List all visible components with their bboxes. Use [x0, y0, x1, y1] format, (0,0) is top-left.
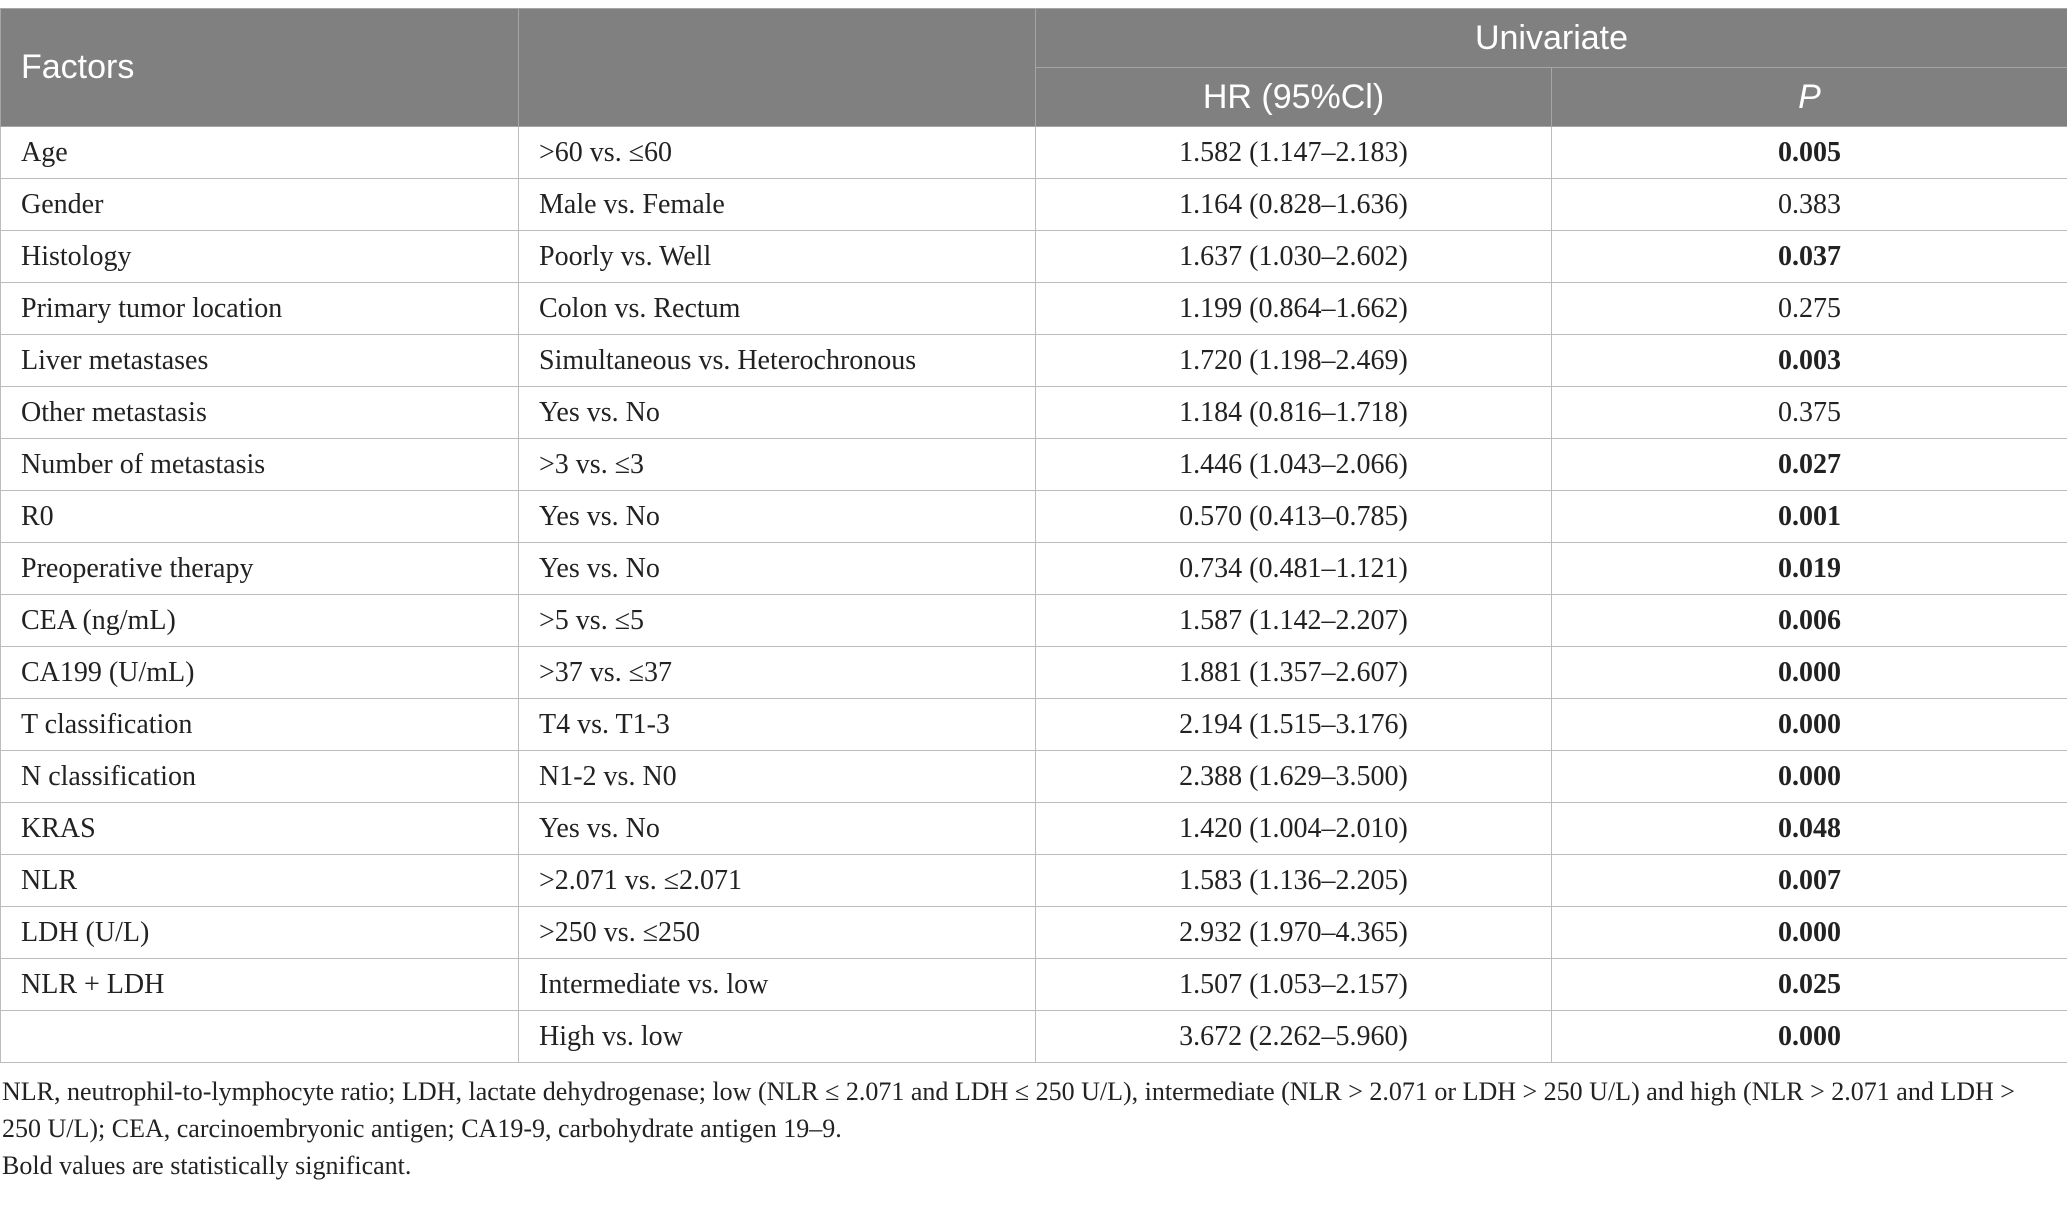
cell-p-value: 0.025: [1552, 959, 2067, 1011]
cell-comparison: Colon vs. Rectum: [519, 283, 1036, 335]
cell-p-value: 0.007: [1552, 855, 2067, 907]
cell-comparison: >5 vs. ≤5: [519, 595, 1036, 647]
cell-factor: Gender: [1, 179, 519, 231]
cell-hr: 2.388 (1.629–3.500): [1036, 751, 1552, 803]
univariate-analysis-table: [0, 8, 2067, 1063]
cell-comparison: Male vs. Female: [519, 179, 1036, 231]
cell-comparison: >250 vs. ≤250: [519, 907, 1036, 959]
cell-hr: 1.507 (1.053–2.157): [1036, 959, 1552, 1011]
table-row: [1, 491, 2067, 543]
cell-hr: 2.194 (1.515–3.176): [1036, 699, 1552, 751]
table-body: [1, 127, 2067, 1063]
cell-hr: 1.164 (0.828–1.636): [1036, 179, 1552, 231]
cell-hr: 1.420 (1.004–2.010): [1036, 803, 1552, 855]
header-hr: HR (95%Cl): [1036, 68, 1552, 127]
cell-comparison: Yes vs. No: [519, 387, 1036, 439]
table-row: [1, 751, 2067, 803]
cell-hr: 1.881 (1.357–2.607): [1036, 647, 1552, 699]
cell-hr: 1.637 (1.030–2.602): [1036, 231, 1552, 283]
cell-comparison: High vs. low: [519, 1011, 1036, 1063]
table-row: [1, 1011, 2067, 1063]
cell-hr: 1.446 (1.043–2.066): [1036, 439, 1552, 491]
table-row: [1, 699, 2067, 751]
cell-factor: NLR: [1, 855, 519, 907]
cell-hr: 1.184 (0.816–1.718): [1036, 387, 1552, 439]
cell-p-value: 0.003: [1552, 335, 2067, 387]
cell-p-value: 0.000: [1552, 751, 2067, 803]
table-row: [1, 803, 2067, 855]
cell-hr: 0.734 (0.481–1.121): [1036, 543, 1552, 595]
cell-comparison: Yes vs. No: [519, 543, 1036, 595]
cell-comparison: >37 vs. ≤37: [519, 647, 1036, 699]
cell-hr: 3.672 (2.262–5.960): [1036, 1011, 1552, 1063]
cell-comparison: Yes vs. No: [519, 491, 1036, 543]
cell-p-value: 0.027: [1552, 439, 2067, 491]
table-row: [1, 543, 2067, 595]
table-header: [1, 9, 2067, 127]
cell-factor: NLR + LDH: [1, 959, 519, 1011]
table-row: [1, 959, 2067, 1011]
cell-p-value: 0.037: [1552, 231, 2067, 283]
cell-factor: Age: [1, 127, 519, 179]
cell-comparison: Yes vs. No: [519, 803, 1036, 855]
cell-hr: 1.583 (1.136–2.205): [1036, 855, 1552, 907]
table-row: [1, 439, 2067, 491]
table-row: [1, 231, 2067, 283]
header-factors: Factors: [1, 9, 519, 127]
cell-p-value: 0.019: [1552, 543, 2067, 595]
cell-p-value: 0.000: [1552, 647, 2067, 699]
cell-hr: 1.720 (1.198–2.469): [1036, 335, 1552, 387]
cell-hr: 0.570 (0.413–0.785): [1036, 491, 1552, 543]
cell-p-value: 0.383: [1552, 179, 2067, 231]
header-univariate: Univariate: [1036, 9, 2067, 68]
table-row: [1, 855, 2067, 907]
cell-factor: R0: [1, 491, 519, 543]
cell-p-value: 0.005: [1552, 127, 2067, 179]
table-row: [1, 335, 2067, 387]
cell-comparison: >2.071 vs. ≤2.071: [519, 855, 1036, 907]
cell-factor: CA199 (U/mL): [1, 647, 519, 699]
cell-p-value: 0.006: [1552, 595, 2067, 647]
cell-comparison: >3 vs. ≤3: [519, 439, 1036, 491]
results-table-container: [0, 8, 2067, 1184]
cell-hr: 1.199 (0.864–1.662): [1036, 283, 1552, 335]
cell-factor: Primary tumor location: [1, 283, 519, 335]
footnote-abbreviations: NLR, neutrophil-to-lymphocyte ratio; LDH, lactate dehydrogenase; low (NLR ≤ 2.071 and LDH ≤ 250 U/L), intermediate (NLR > 2.071 or LDH > 250 U/L) and high (NLR > 2.071 and LDH > 250 U/L); CEA, carcinoembryonic antigen; CA19-9, carbohydrate antigen 19–9.: [2, 1077, 2015, 1143]
cell-comparison: N1-2 vs. N0: [519, 751, 1036, 803]
cell-factor: CEA (ng/mL): [1, 595, 519, 647]
cell-factor: Other metastasis: [1, 387, 519, 439]
cell-hr: 1.582 (1.147–2.183): [1036, 127, 1552, 179]
cell-p-value: 0.000: [1552, 907, 2067, 959]
cell-factor: N classification: [1, 751, 519, 803]
cell-comparison: Poorly vs. Well: [519, 231, 1036, 283]
cell-factor: [1, 1011, 519, 1063]
header-comparison: [519, 9, 1036, 127]
cell-p-value: 0.001: [1552, 491, 2067, 543]
cell-p-value: 0.375: [1552, 387, 2067, 439]
cell-p-value: 0.000: [1552, 1011, 2067, 1063]
cell-p-value: 0.000: [1552, 699, 2067, 751]
cell-factor: KRAS: [1, 803, 519, 855]
table-row: [1, 127, 2067, 179]
cell-comparison: Simultaneous vs. Heterochronous: [519, 335, 1036, 387]
table-footnotes: [0, 1063, 2042, 1184]
table-row: [1, 283, 2067, 335]
cell-comparison: T4 vs. T1-3: [519, 699, 1036, 751]
header-p: P: [1552, 68, 2067, 127]
footnote-bold-note: Bold values are statistically significant.: [2, 1151, 412, 1180]
cell-factor: T classification: [1, 699, 519, 751]
cell-comparison: >60 vs. ≤60: [519, 127, 1036, 179]
cell-factor: LDH (U/L): [1, 907, 519, 959]
cell-p-value: 0.048: [1552, 803, 2067, 855]
table-row: [1, 647, 2067, 699]
cell-factor: Number of metastasis: [1, 439, 519, 491]
table-row: [1, 595, 2067, 647]
cell-p-value: 0.275: [1552, 283, 2067, 335]
cell-comparison: Intermediate vs. low: [519, 959, 1036, 1011]
cell-factor: Histology: [1, 231, 519, 283]
cell-factor: Preoperative therapy: [1, 543, 519, 595]
cell-hr: 1.587 (1.142–2.207): [1036, 595, 1552, 647]
cell-hr: 2.932 (1.970–4.365): [1036, 907, 1552, 959]
table-row: [1, 387, 2067, 439]
cell-factor: Liver metastases: [1, 335, 519, 387]
table-row: [1, 179, 2067, 231]
table-row: [1, 907, 2067, 959]
